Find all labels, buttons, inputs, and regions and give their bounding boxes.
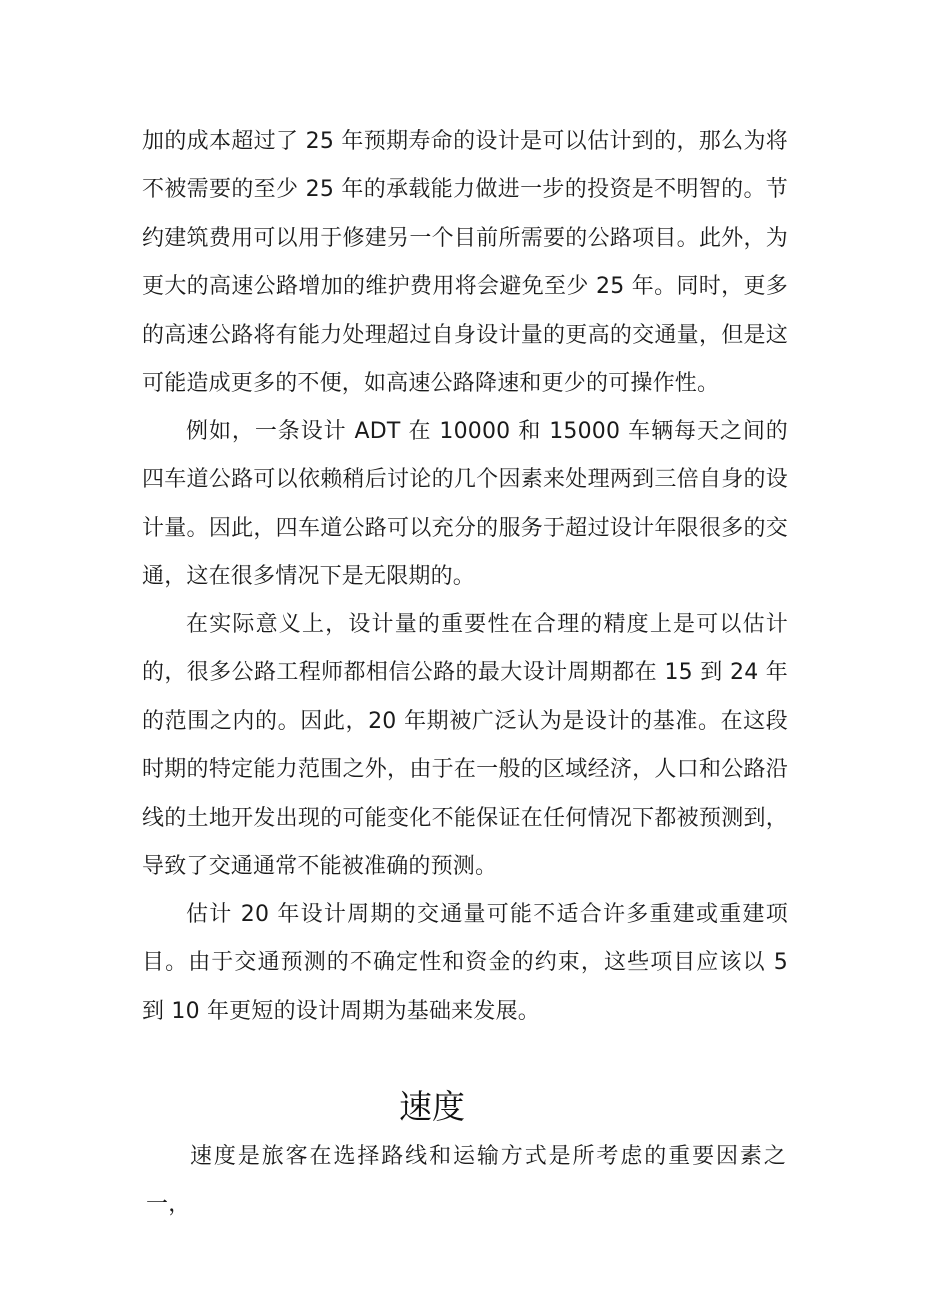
body-paragraph-1: 加的成本超过了 25 年预期寿命的设计是可以估计到的，那么为将不被需要的至少 25 年的承载能力做进一步的投资是不明智的。节约建筑费用可以用于修建另一个目前所需要的公路项目。此外，为更大的高速公路增加的维护费用将会避免至少 25 年。同时，更多的高速公路将有能力处理超过自身设计量的更高的交通量，但是这可能造成更多的不便，如高速公路降速和更少的可操作性。 <box>142 129 788 397</box>
section-first-paragraph: 速度是旅客在选择路线和运输方式是所考虑的重要因素之一， <box>146 1144 786 1218</box>
body-paragraph-4: 估计 20 年设计周期的交通量可能不适合许多重建或重建项目。由于交通预测的不确定性和资金的约束，这些项目应该以 5 到 10 年更短的设计周期为基础来发展。 <box>142 902 788 1024</box>
body-paragraph-2: 例如，一条设计 ADT 在 10000 和 15000 车辆每天之间的四车道公路可以依赖稍后讨论的几个因素来处理两到三倍自身的设计量。因此，四车道公路可以充分的服务于超过设计年限很多的交通，这在很多情况下是无限期的。 <box>142 419 788 590</box>
section-heading: 速度 <box>399 1087 465 1126</box>
body-paragraph-3: 在实际意义上，设计量的重要性在合理的精度上是可以估计的，很多公路工程师都相信公路的最大设计周期都在 15 到 24 年的范围之内的。因此，20 年期被广泛认为是设计的基准。在这段时期的特定能力范围之外，由于在一般的区域经济，人口和公路沿线的土地开发出现的可能变化不能保证在任何情况下都被预测到，导致了交通通常不能被准确的预测。 <box>142 612 788 880</box>
